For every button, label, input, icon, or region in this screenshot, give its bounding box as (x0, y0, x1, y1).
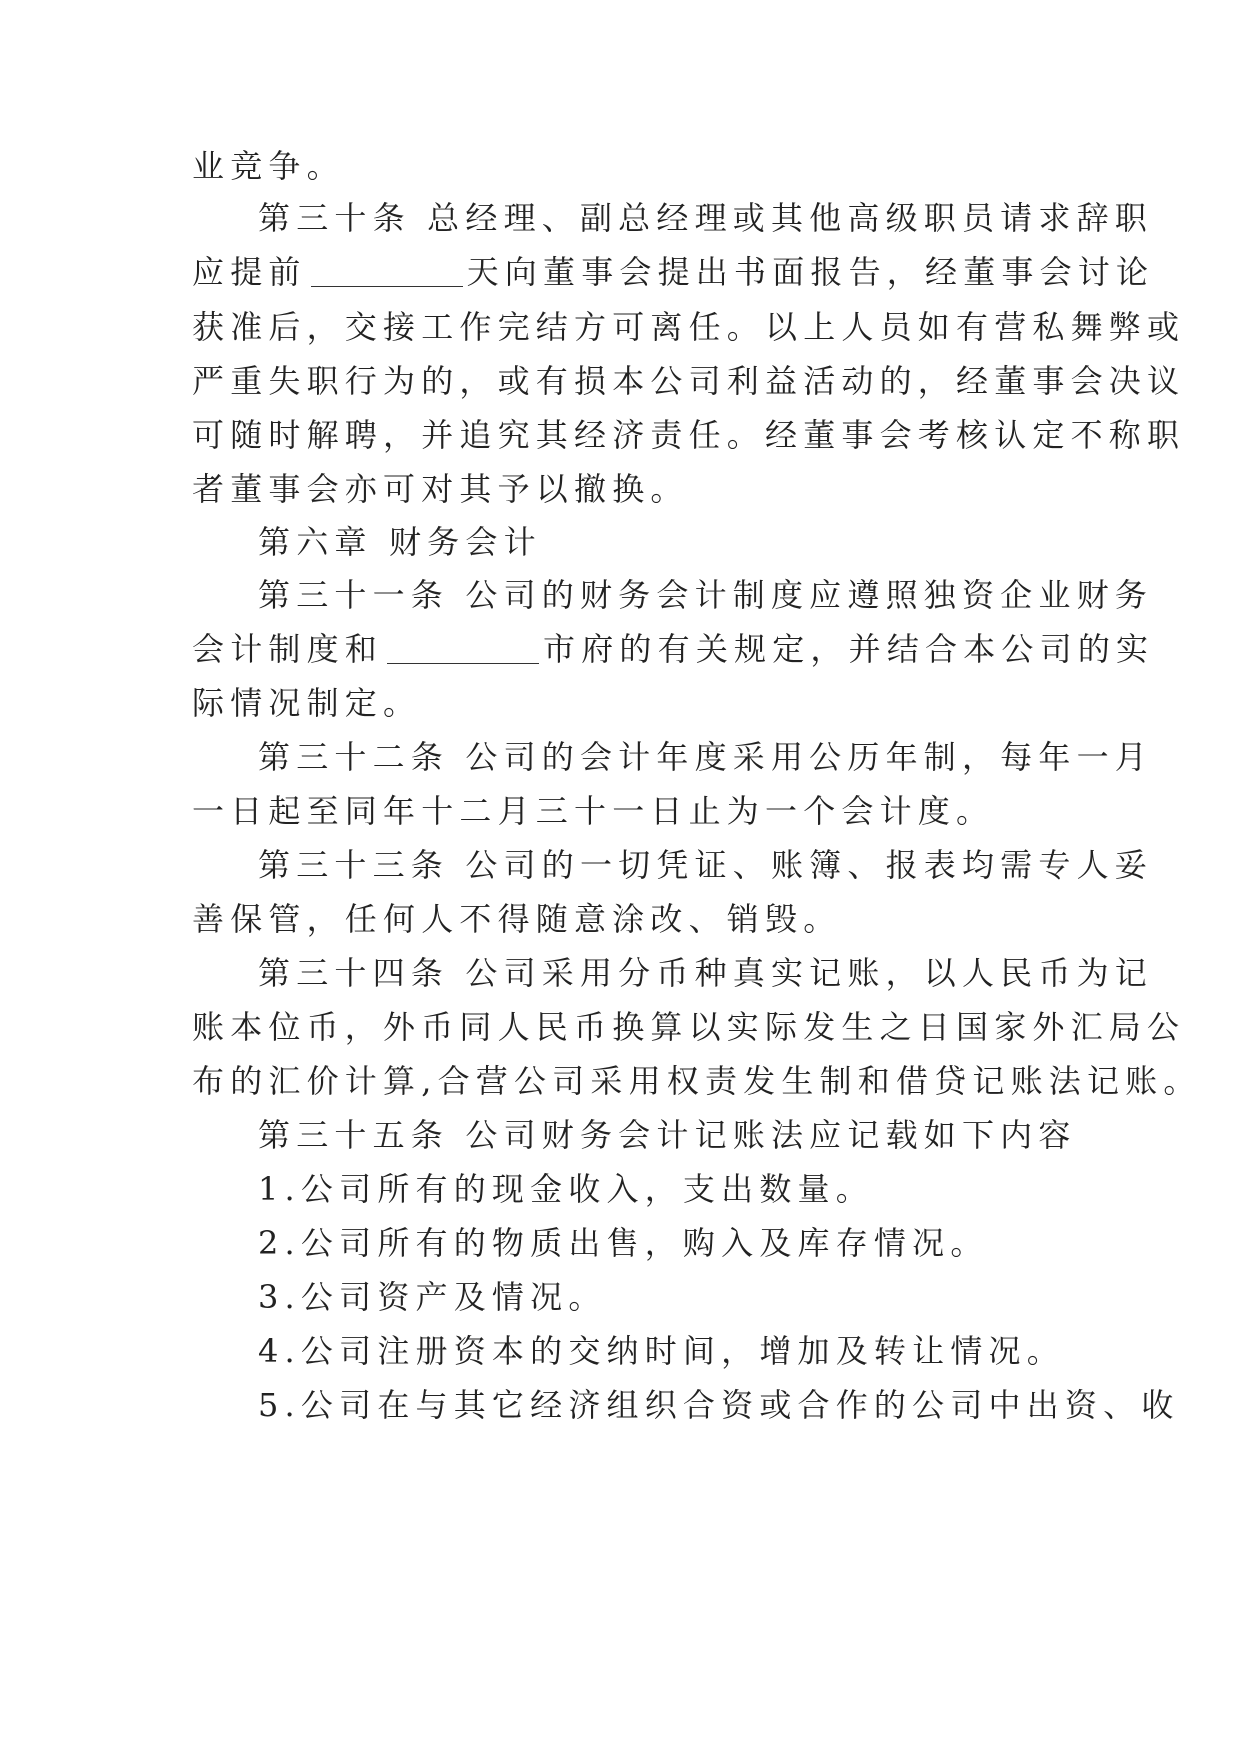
article-30-heading-line: 第三十条 总经理、副总经理或其他高级职员请求辞职 (258, 199, 1153, 237)
text-line: 际情况制定。 (192, 684, 422, 722)
text-line: 业竞争。 (192, 147, 345, 185)
text-segment: 应提前 (192, 253, 307, 291)
article-35-heading-line: 第三十五条 公司财务会计记账法应记载如下内容 (258, 1116, 1077, 1154)
text-line-with-blank (192, 252, 1155, 292)
text-segment: 会计制度和 (192, 630, 384, 668)
text-line: 获准后，交接工作完结方可离任。以上人员如有营私舞弊或 (192, 308, 1186, 346)
text-line: 账本位币，外币同人民币换算以实际发生之日国家外汇局公 (192, 1008, 1186, 1046)
text-segment: 天向董事会提出书面报告，经董事会讨论 (466, 253, 1155, 291)
article-33-heading-line: 第三十三条 公司的一切凭证、账簿、报表均需专人妥 (258, 846, 1153, 884)
text-line: 布的汇价计算,合营公司采用权责发生制和借贷记账法记账。 (192, 1062, 1202, 1100)
fill-in-blank[interactable] (311, 258, 463, 287)
article-32-heading-line: 第三十二条 公司的会计年度采用公历年制，每年一月 (258, 738, 1153, 776)
list-item: 2.公司所有的物质出售，购入及库存情况。 (258, 1224, 989, 1262)
text-line: 严重失职行为的，或有损本公司利益活动的，经董事会决议 (192, 362, 1186, 400)
article-34-heading-line: 第三十四条 公司采用分币种真实记账，以人民币为记 (258, 954, 1153, 992)
text-segment: 市府的有关规定，并结合本公司的实 (543, 630, 1155, 668)
list-item: 4.公司注册资本的交纳时间，增加及转让情况。 (258, 1332, 1065, 1370)
text-line: 可随时解聘，并追究其经济责任。经董事会考核认定不称职 (192, 416, 1186, 454)
list-item: 5.公司在与其它经济组织合资或合作的公司中出资、收 (258, 1386, 1180, 1424)
text-line: 善保管，任何人不得随意涂改、销毁。 (192, 900, 842, 938)
text-line-with-blank (192, 629, 1155, 669)
text-line: 者董事会亦可对其予以撤换。 (192, 470, 689, 508)
fill-in-blank[interactable] (387, 635, 539, 664)
text-line: 一日起至同年十二月三十一日止为一个会计度。 (192, 792, 995, 830)
list-item: 3.公司资产及情况。 (258, 1278, 607, 1316)
list-item: 1.公司所有的现金收入，支出数量。 (258, 1170, 874, 1208)
chapter-heading: 第六章 财务会计 (258, 523, 542, 561)
article-31-heading-line: 第三十一条 公司的财务会计制度应遵照独资企业财务 (258, 576, 1153, 614)
